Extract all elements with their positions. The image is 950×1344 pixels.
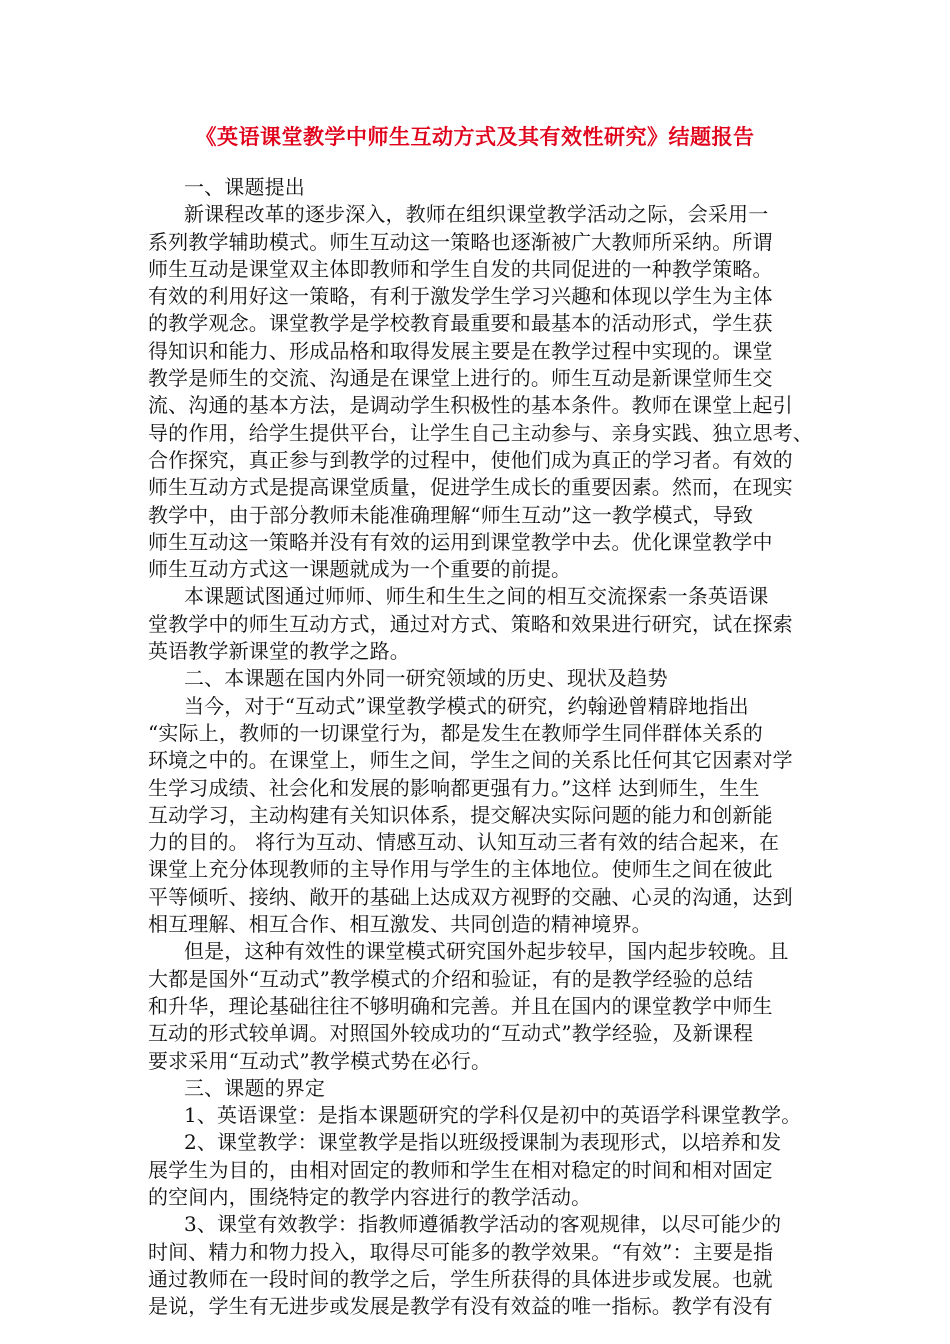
text-line: 是说，学生有无进步或发展是教学有没有效益的唯一指标。教学有没有 [148,1294,773,1319]
text-line: 和升华，理论基础往往不够明确和完善。并且在国内的课堂教学中师生 [148,993,773,1018]
text-line: 英语教学新课堂的教学之路。 [148,639,410,664]
text-line: 新课程改革的逐步深入，教师在组织课堂教学活动之际，会采用一 [184,202,769,227]
text-line: 师生互动方式是提高课堂质量，促进学生成长的重要因素。然而，在现实 [148,475,793,500]
text-line: 流、沟通的基本方法，是调动学生积极性的基本条件。教师在课堂上起引 [148,393,793,418]
section-heading-2: 二、本课题在国内外同一研究领域的历史、现状及趋势 [184,666,668,691]
text-line: 要求采用“互动式”教学模式势在必行。 [148,1048,492,1073]
text-line: 互动学习，主动构建有关知识体系，提交解决实际问题的能力和创新能 [148,802,773,827]
text-line: 课堂上充分体现教师的主导作用与学生的主体地位。使师生之间在彼此 [148,857,773,882]
text-line: 师生互动方式这一课题就成为一个重要的前提。 [148,557,572,582]
text-line: 通过教师在一段时间的教学之后，学生所获得的具体进步或发展。也就 [148,1266,773,1291]
text-line: 堂教学中的师生互动方式，通过对方式、策略和效果进行研究，试在探索 [148,611,793,636]
text-line: 大都是国外“互动式”教学模式的介绍和验证，有的是教学经验的总结 [148,966,754,991]
document-title: 《英语课堂教学中师生互动方式及其有效性研究》结题报告 [195,124,755,149]
text-line: 本课题试图通过师师、师生和生生之间的相互交流探索一条英语课 [184,584,769,609]
text-line: 3、课堂有效教学：指教师遵循教学活动的客观规律，以尽可能少的 [184,1212,782,1237]
text-line: 师生互动是课堂双主体即教师和学生自发的共同促进的一种教学策略。 [148,256,773,281]
text-line: 展学生为目的，由相对固定的教师和学生在相对稳定的时间和相对固定 [148,1157,773,1182]
text-line: 但是，这种有效性的课堂模式研究国外起步较早，国内起步较晚。且 [184,939,789,964]
text-line: 生学习成绩、社会化和发展的影响都更强有力。”这样 达到师生，生生 [148,775,760,800]
text-line: 当今，对于“互动式”课堂教学模式的研究，约翰逊曾精辟地指出 [184,693,749,718]
text-line: 的空间内，围绕特定的教学内容进行的教学活动。 [148,1184,592,1209]
text-line: 相互理解、相互合作、相互激发、共同创造的精神境界。 [148,912,652,937]
text-line: 环境之中的。在课堂上，师生之间，学生之间的关系比任何其它因素对学 [148,748,793,773]
document-body [148,174,813,1320]
text-line: “实际上，教师的一切课堂行为，都是发生在教师学生同伴群体关系的 [148,720,763,745]
text-line: 2、课堂教学：课堂教学是指以班级授课制为表现形式，以培养和发 [184,1130,782,1155]
text-line: 系列教学辅助模式。师生互动这一策略也逐渐被广大教师所采纳。所谓 [148,229,773,254]
text-line: 互动的形式较单调。对照国外较成功的“互动式”教学经验，及新课程 [148,1021,754,1046]
text-line: 平等倾听、接纳、敞开的基础上达成双方视野的交融、心灵的沟通，达到 [148,884,793,909]
section-heading-3: 三、课题的界定 [184,1075,326,1100]
text-line: 力的目的。 将行为互动、情感互动、认知互动三者有效的结合起来，在 [148,830,780,855]
text-line: 有效的利用好这一策略，有利于激发学生学习兴趣和体现以学生为主体 [148,284,773,309]
text-line: 时间、精力和物力投入，取得尽可能多的教学效果。“有效”：主要是指 [148,1239,774,1264]
text-line: 教学是师生的交流、沟通是在课堂上进行的。师生互动是新课堂师生交 [148,366,773,391]
text-line: 的教学观念。课堂教学是学校教育最重要和最基本的活动形式，学生获 [148,311,773,336]
text-line: 师生互动这一策略并没有有效的运用到课堂教学中去。优化课堂教学中 [148,529,773,554]
text-line: 1、英语课堂：是指本课题研究的学科仅是初中的英语学科课堂教学。 [184,1103,802,1128]
section-heading-1: 一、课题提出 [184,175,305,199]
text-line: 教学中，由于部分教师未能准确理解“师生互动”这一教学模式，导致 [148,502,754,527]
text-line: 导的作用，给学生提供平台，让学生自己主动参与、亲身实践、独立思考、 [148,420,813,445]
text-line: 合作探究，真正参与到教学的过程中，使他们成为真正的学习者。有效的 [148,447,793,472]
text-line: 得知识和能力、形成品格和取得发展主要是在教学过程中实现的。课堂 [148,338,773,363]
